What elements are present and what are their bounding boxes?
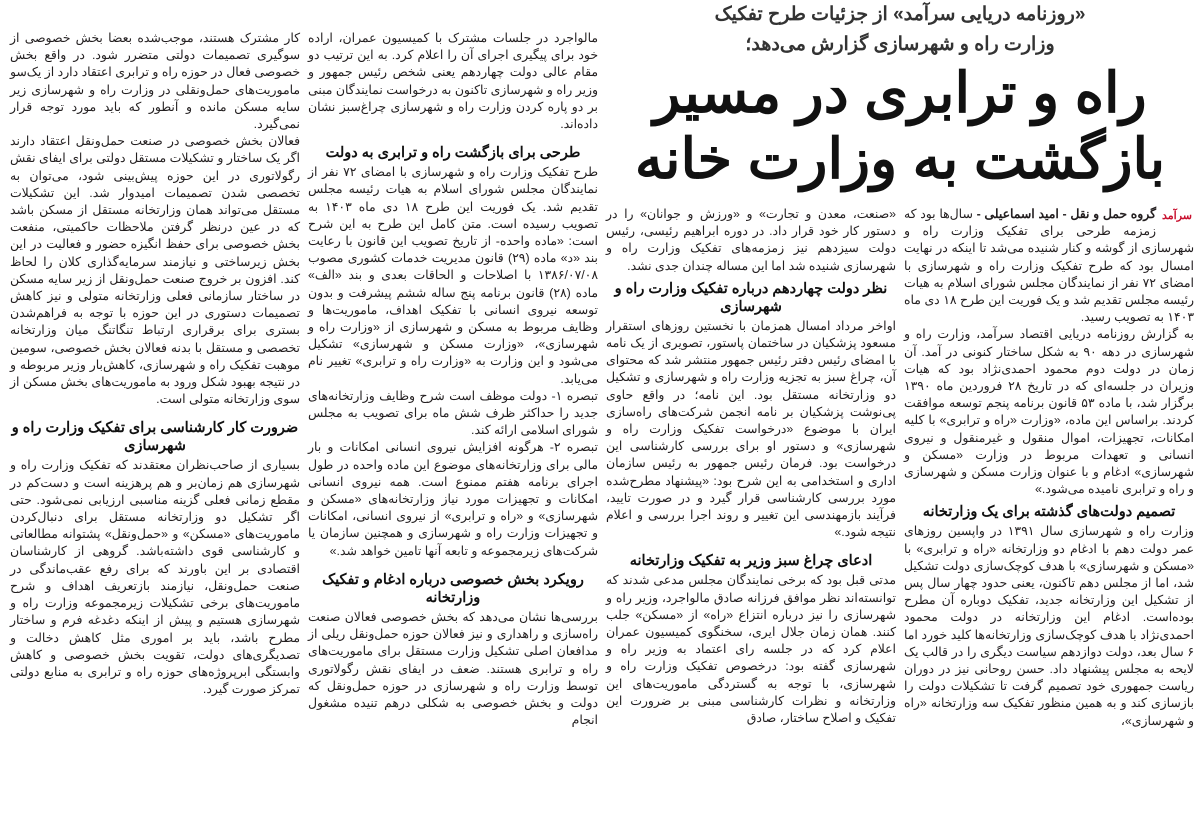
col2-p1: «صنعت، معدن و تجارت» و «ورزش و جوانان» را در دستور کار خود قرار داد. در دوره ابراهیم رئیسی، رئیس دولت سیزدهم نیز زمزمه‌های تفکیک وزارت راه و شهرسازی شنیده شد اما این مساله چندان جدی نشد. — [606, 207, 896, 273]
headline — [606, 60, 1194, 192]
kicker-line-1: «روزنامه دریایی سرآمد» از جزئیات طرح تفکیک — [714, 4, 1086, 25]
col2-subheading-2: ادعای چراغ سبز وزیر به تفکیک وزارتخانه — [629, 553, 873, 570]
column-3 — [308, 0, 598, 729]
col1-subheading: تصمیم دولت‌های گذشته برای یک وزارتخانه — [922, 504, 1176, 521]
col3-subheading-2: رویکرد بخش خصوصی درباره ادغام و تفکیک وزارتخانه — [322, 571, 584, 606]
col3-p3: تبصره ۱- دولت موظف است شرح وظایف وزارتخانه‌های جدید را حداکثر ظرف شش ماه برای تصویب به مجلس شورای اسلامی ارائه کند. — [308, 388, 598, 438]
column-2 — [606, 206, 896, 727]
headline-line-2: بازگشت به وزارت خانه — [634, 127, 1166, 190]
col1-p2: به گزارش روزنامه دریایی اقتصاد سرآمد، وزارت راه و شهرسازی در دهه ۹۰ به شکل ساختار کنونی در آمد. آن زمان در دولت دوم محمود احمدی‌نژاد بود که هیات وزیران در جلسه‌ای که در تاریخ ۲۸ فروردین ماه ۱۳۹۰ برگزار شد، با ماده ۵۳ قانون برنامه پنجم توسعه موافقت کردند. براساس این ماده، «وزارت «راه و ترابری» با کلیه امکانات، تجهیزات، اموال منقول و غیرمنقول و نیروی انسانی و تعهدات مربوط در وزارت «مسکن و شهرسازی» ادغام و با عنوان وزارت مسکن و شهرسازی و راه و ترابری نامیده می‌شود.» — [904, 327, 1195, 497]
col2-subheading-1: نظر دولت چهاردهم درباره تفکیک وزارت راه و شهرسازی — [614, 280, 888, 315]
col3-p4: تبصره ۲- هرگونه افزایش نیروی انسانی امکانات و بار مالی برای وزارتخانه‌های موضوع این ماده واحده در طول اجرای برنامه هفتم ممنوع است. همه نیروی انسانی امکانات و تجهیزات مورد نیاز وزارتخانه‌های «مسکن و شهرسازی» و «راه و ترابری» از نیروی انسانی، امکانات و تجهیزات وزارت راه و شهرسازی و همچنین سازمان یا شرکت‌های زیرمجموعه و تابعه آنها تامین خواهد شد.» — [308, 440, 598, 558]
col2-p3: مدتی قبل بود که برخی نمایندگان مجلس مدعی شدند که توانسته‌اند نظر موافق فرزانه صادق مالواجرد، وزیر راه و شهرسازی را نیز درباره انتزاع «راه» از «مسکن» جلب کنند. همان زمان جلال ایری، سخنگوی کمیسیون عمران اعلام کرد که در جلسه رای اعتماد به وزیر راه و شهرسازی گفته بود: درخصوص تفکیک وزارت راه و شهرسازی، با توجه به گستردگی ماموریت‌های این وزارتخانه و نظرات کارشناسی مبنی بر ضرورت این تفکیک و اصلاح ساختار، صادق — [606, 573, 896, 726]
col1-p3: وزارت راه و شهرسازی سال ۱۳۹۱ در واپسین روزهای عمر دولت دهم با ادغام دو وزارتخانه «راه و ترابری» با «مسکن و شهرسازی» با هدف کوچک‌سازی دولت تشکیل شد، اما از مجلس دهم تاکنون، یعنی حدود چهار سال پس از تشکیل این وزارتخانه جدید، تفکیک دوباره آن مطرح بوده‌است. ادغام این وزارتخانه در دولت محمود احمدی‌نژاد با هدف کوچک‌سازی وزارتخانه‌ها کلید خورد اما ۶ سال بعد، دولت دوازدهم سیاست دیگری را در قالب یک لایحه به مجلس پیشنهاد داد. حسن روحانی نیز در دوران ریاست جمهوری خود تصمیم گرفت تا تشکیلات دولت را بازسازی کند و به همین منظور تفکیک سه وزارتخانه «راه و شهرسازی»، — [904, 524, 1194, 728]
newspaper-logo: سرآمد — [1161, 210, 1192, 222]
col3-p2: طرح تفکیک وزارت راه و شهرسازی با امضای ۷۲ نفر از نمایندگان مجلس شورای اسلام به هیات رئیسه مجلس تقدیم شد. یک فوریت این طرح ۱۸ دی ماه ۱۴۰۳ به تصویب رسیده است. متن کامل این طرح به این شرح است: «ماده واحده- از تاریخ تصویب این قانون با رعایت بند «د» ماده (۲۹) قانون مدیریت خدمات کشوری مصوب ۱۳۸۶/۰۷/۰۸ با اصلاحات و الحاقات بعدی و بند «الف» ماده (۲۸) قانون برنامه پنج ساله ششم پیشرفت و بدون توسعه نیروی انسانی با تفکیک اهداف، ماموریت‌ها و وظایف مربوط به مسکن و شهرسازی از «وزارت راه و شهرسازی»، «وزارت مسکن و شهرسازی» تشکیل می‌شود و این وزارت به «وزارت راه و ترابری» تغییر نام می‌یابد. — [308, 165, 598, 386]
byline: گروه حمل و نقل - امید اسماعیلی - — [976, 207, 1157, 221]
column-1 — [904, 206, 1194, 730]
lead-paragraph — [904, 206, 1194, 326]
col4-p3: بسیاری از صاحب‌نظران معتقدند که تفکیک وزارت راه و شهرسازی هم زمان‌بر و هم پرهزینه است و دست‌کم در مقطع زمانی فعلی گزینه مناسبی ارزیابی نمی‌شود. حتی اگر تشکیل دو وزارتخانه مستقل برای دنبال‌کردن ماموریت‌های «مسکن» و «حمل‌ونقل» پشتوانه مطالعاتی و کارشناسی قوی داشته‌باشد. گروهی از کارشناسان اقتصادی بر این باورند که برای رفع عقب‌ماندگی در صنعت حمل‌ونقل، نیازمند بازتعریف اهداف و شرح ماموریت‌های برخی تشکیلات زیرمجموعه وزارت راه و شهرسازی هستیم و پیش از اینکه دغدغه فرم و ساختار مطرح باشد، باید بر اموری مثل کاهش دخالت و تصدیگری‌های دولت، تقویت بخش خصوصی و کاهش وابستگی ابرپروژه‌های حوزه راه و ترابری به منابع دولتی تمرکز صورت گیرد. — [10, 458, 300, 697]
kicker — [606, 0, 1194, 60]
lead-story-block — [606, 0, 1194, 730]
col4-p1: کار مشترک هستند، موجب‌شده بعضا بخش خصوصی از سوگیری تصمیمات دولتی متضرر شود. در واقع بخش خصوصی فعال در حوزه راه و ترابری اعتقاد دارد از یک‌سو ماموریت‌های حمل‌ونقلی در وزارت راه و شهرسازی زیر سایه مسکن مانده و آنطور که باید مورد توجه قرار نمی‌گیرد. — [10, 31, 300, 132]
col4-subheading: ضرورت کار کارشناسی برای تفکیک وزارت راه و شهرسازی — [11, 420, 299, 455]
col3-subheading-1: طرحی برای بازگشت راه و ترابری به دولت — [325, 145, 581, 162]
col3-p1: مالواجرد در جلسات مشترک با کمیسیون عمران، اراده خود برای پیگیری اجرای آن را اعلام کرد. به این ترتیب دو مقام عالی دولت چهاردهم یعنی شخص رئیس جمهور و وزیر راه و شهرسازی تاکنون به درخواست نمایندگان مبنی بر دو پاره کردن وزارت راه و شهرسازی چراغ‌سبز نشان داده‌اند. — [308, 31, 598, 132]
column-4 — [10, 0, 300, 698]
col4-p2: فعالان بخش خصوصی در صنعت حمل‌ونقل اعتقاد دارند اگر یک ساختار و تشکیلات مستقل دولتی برای ایفای نقش رگولاتوری در این حوزه پیش‌بینی شود، می‌توان به تخصصی شدن تصمیمات امیدوار شد. این تشکیلات مستقل می‌تواند همان وزارتخانه مستقل از مسکن باشد که در عین درنظر گرفتن ملاحظات حاکمیتی، منفعت بخش خصوصی برای حفظ انگیزه حضور و فعالیت در این بخش زیرساختی و نیازمند سرمایه‌گذاری کلان را لحاظ کند. افزون بر خروج صنعت حمل‌ونقل از زیر سایه مسکن در ساختار سازمانی فعلی وزارتخانه متولی و نیز کاهش تصمیمات دستوری در این حوزه با توجه به فراهم‌شدن بستری برای برقراری ارتباط تنگاتنگ میان وزارتخانه تخصصی و مستقل با بدنه فعالان بخش خصوصی، سومین موهبت تفکیک راه و شهرسازی، کاهش‌بار وزیر مربوطه و در نتیجه بهبود شکل ورود به ماموریت‌های بخش مسکن از سوی وزارتخانه متولی است. — [10, 134, 300, 407]
kicker-line-2: وزارت راه و شهرسازی گزارش می‌دهد؛ — [745, 34, 1055, 55]
col1-p1: سال‌ها بود که زمزمه طرحی برای تفکیک وزارت راه و شهرسازی از گوشه و کنار شنیده می‌شد تا اینکه در نهایت امسال بود که طرح تفکیک وزارت راه و شهرسازی با امضای ۷۲ نفر از نمایندگان مجلس شورای اسلام به هیات رئیسه مجلس تقدیم شد و یک فوریت این طرح ۱۸ دی ماه ۱۴۰۳ به تصویب رسید. — [904, 207, 1194, 325]
headline-line-1: راه و ترابری در مسیر — [653, 61, 1147, 124]
col3-p5: بررسی‌ها نشان می‌دهد که بخش خصوصی فعالان صنعت راه‌سازی و راهداری و نیز فعالان حوزه حمل‌ونقل ریلی از مدافعان اصلی تشکیل وزارت مستقل برای ماموریت‌های راه و ترابری هستند. ضعف در ایفای نقش رگولاتوری توسط وزارت راه و شهرسازی در حوزه حمل‌ونقل که دولت و بخش خصوصی به شکلی درهم تنیده مشغول انجام — [308, 609, 598, 728]
col2-p2: اواخر مرداد امسال همزمان با نخستین روزهای استقرار مسعود پزشکیان در ساختمان پاستور، تصویری از یک نامه با امضای رئیس دفتر رئیس جمهور منتشر شد که محتوای آن، چراغ سبز به تجزیه وزارت راه و شهرسازی و تشکیل دو وزارتخانه مستقل بود. این نامه؛ در واقع حاوی پی‌نوشت پزشکیان بر نامه انجمن شرکت‌های راه‌سازی ایران با موضوع «درخواست تفکیک وزارت راه و شهرسازی» و دستور او برای بررسی کارشناسی این درخواست بود. فرمان رئیس جمهور به رئیس سازمان اداری و استخدامی به این شرح بود: «پیشنهاد مطرح‌شده مورد بررسی کارشناسی قرار گیرد و در صورت تایید، فرآیند بازمهندسی این تغییر و روند اجرا بررسی و اعلام نتیجه شود.» — [606, 318, 896, 540]
